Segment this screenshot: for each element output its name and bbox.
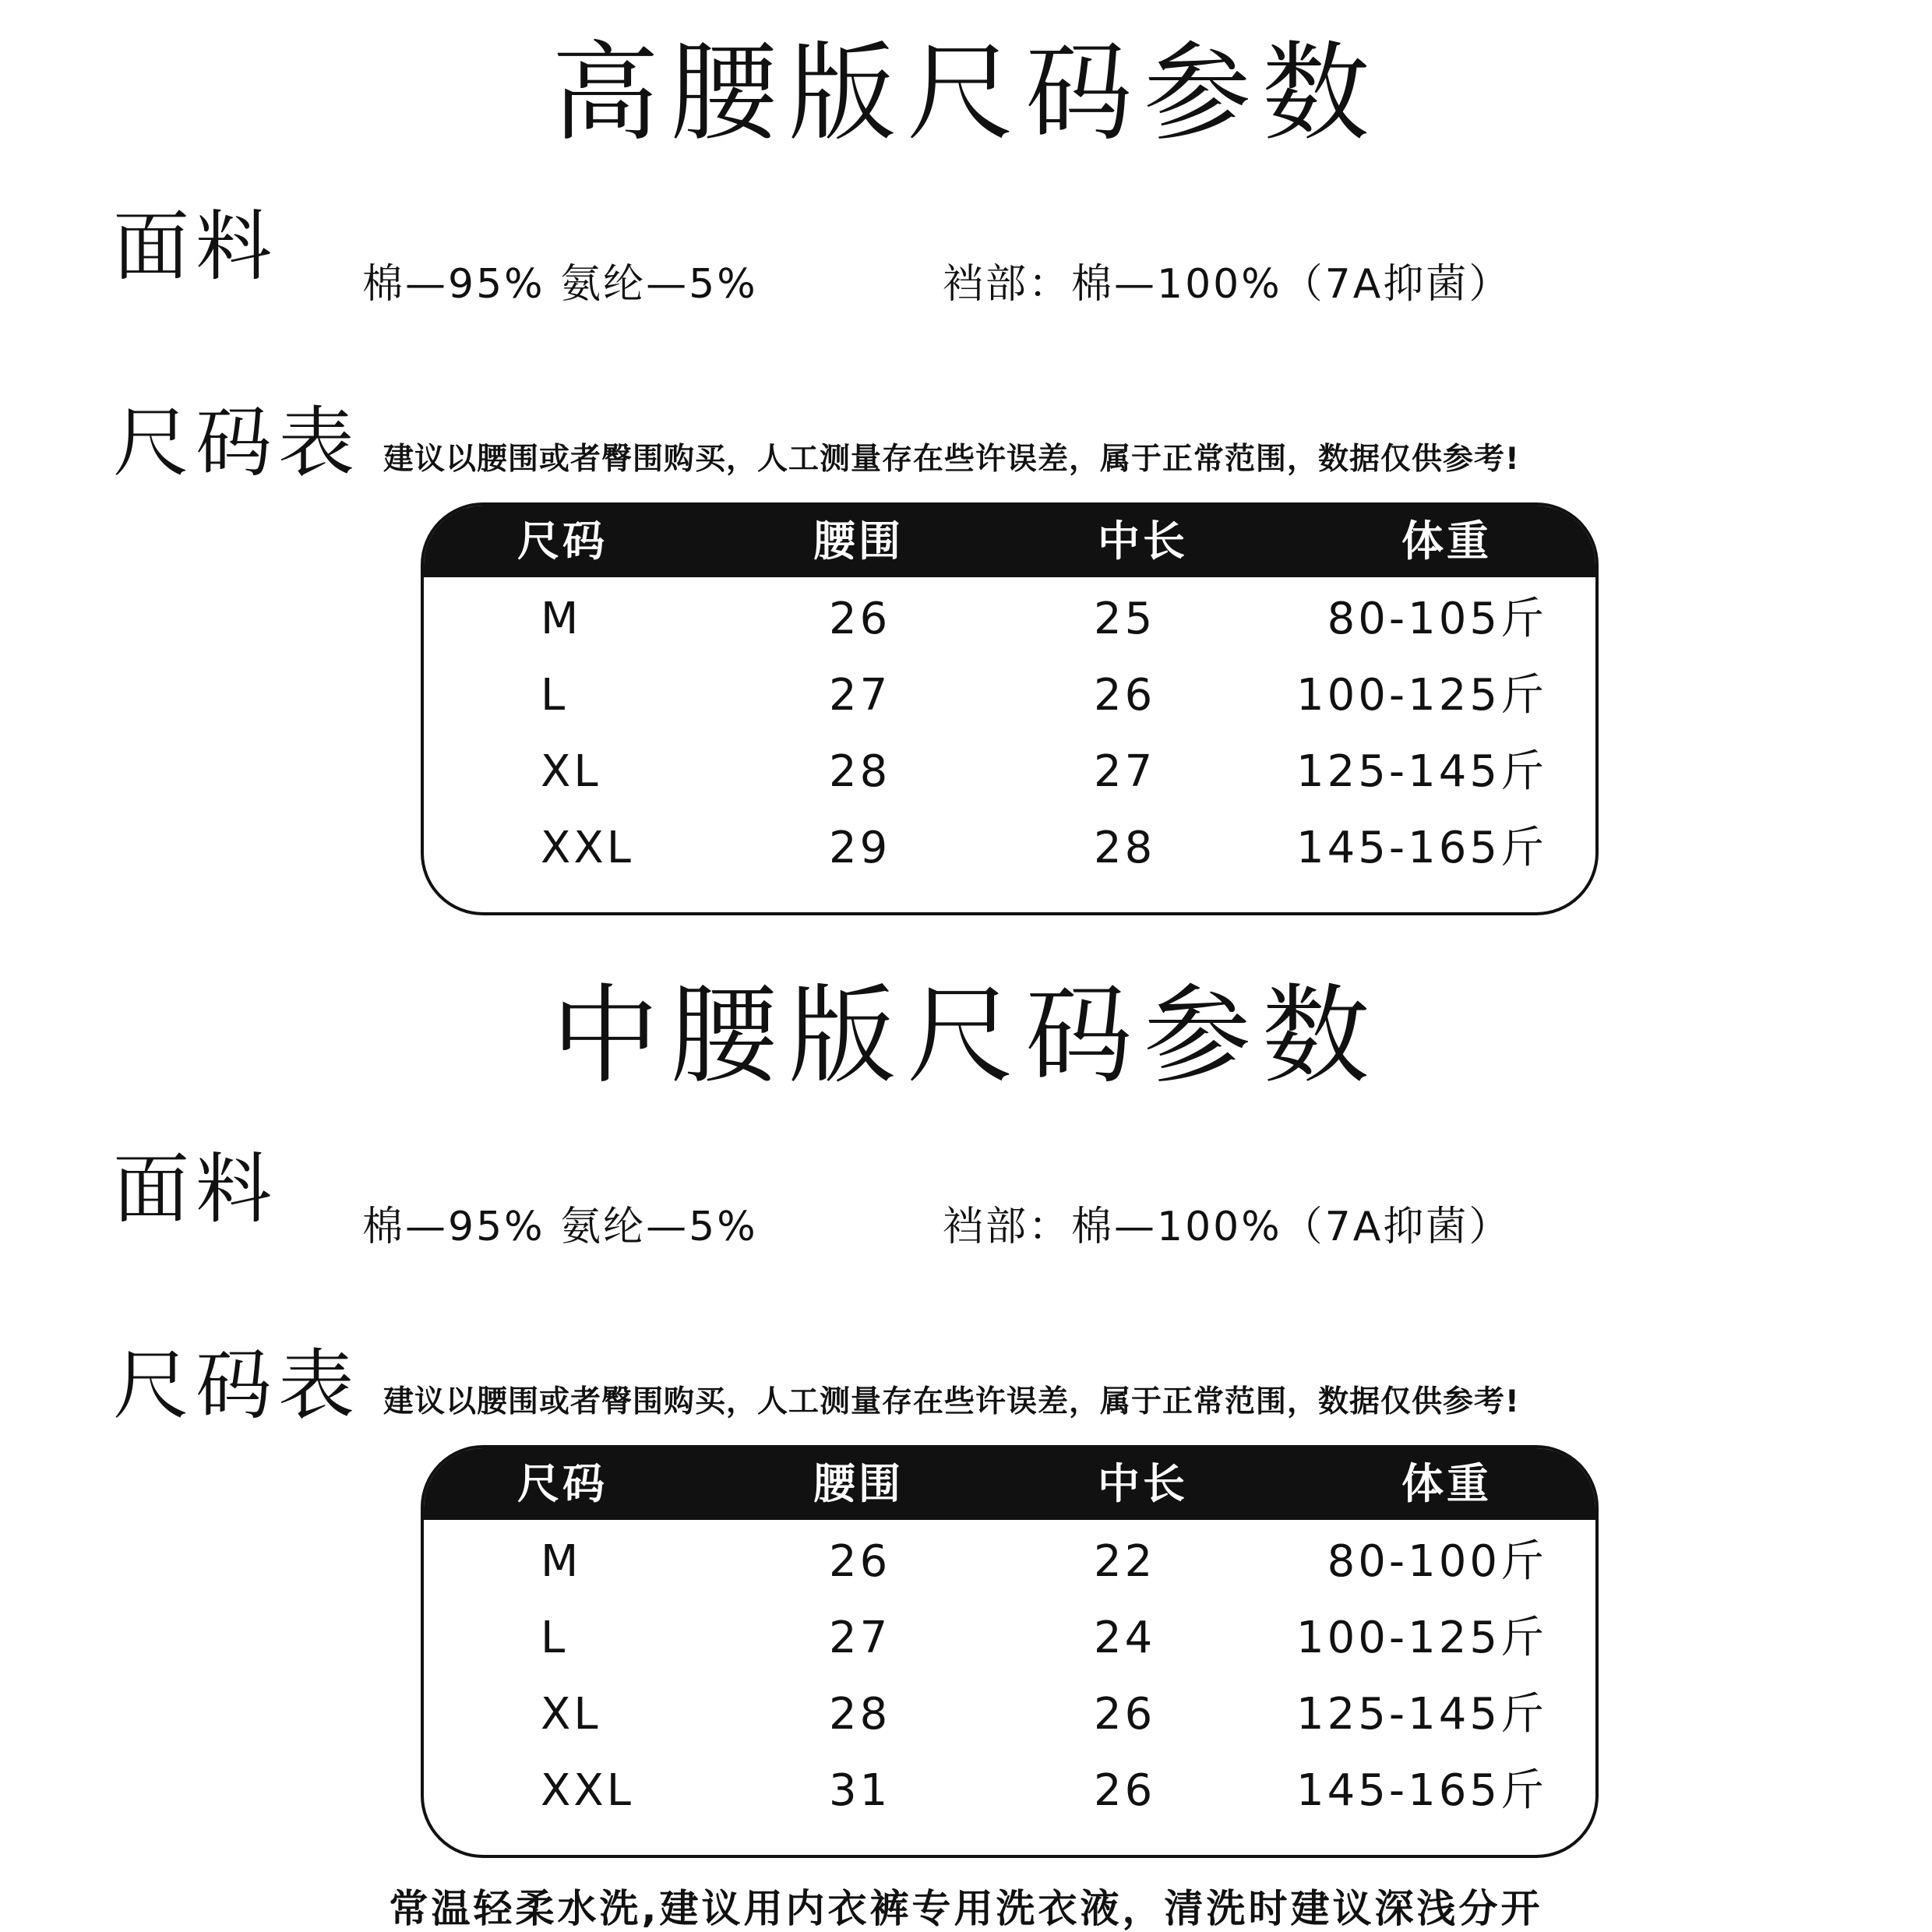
- table-body: [424, 577, 1595, 887]
- header-weight: 体重: [1401, 1459, 1492, 1508]
- fabric-label: 面料: [113, 1145, 279, 1234]
- size-table: [421, 1445, 1599, 1858]
- cell-size: XXL: [541, 823, 634, 873]
- cell-weight: 145-165斤: [1296, 823, 1547, 873]
- fabric-composition: 棉—95% 氨纶—5%: [362, 261, 758, 308]
- high-waist-section: [0, 0, 1932, 943]
- cell-length: 26: [1094, 1765, 1156, 1816]
- header-waist: 腰围: [813, 516, 904, 566]
- table-header: [424, 1448, 1595, 1520]
- fabric-label: 面料: [113, 203, 279, 291]
- table-header: [424, 506, 1595, 577]
- cell-waist: 26: [829, 594, 891, 644]
- cell-size: M: [541, 594, 582, 644]
- section-title: 高腰版尺码参数: [551, 30, 1380, 156]
- crotch-composition: 裆部：棉—100%（7A抑菌）: [943, 261, 1512, 308]
- header-length: 中长: [1098, 1459, 1188, 1508]
- table-row: [424, 1677, 1595, 1754]
- fabric-composition: 棉—95% 氨纶—5%: [362, 1204, 758, 1250]
- cell-size: XL: [541, 746, 601, 797]
- cell-waist: 27: [829, 670, 891, 721]
- header-length: 中长: [1098, 516, 1188, 566]
- size-chart-label: 尺码表: [113, 1341, 361, 1430]
- size-table: [421, 502, 1599, 915]
- cell-weight: 145-165斤: [1296, 1765, 1547, 1816]
- cell-waist: 31: [829, 1765, 891, 1816]
- cell-length: 25: [1094, 594, 1156, 644]
- cell-weight: 125-145斤: [1296, 1689, 1547, 1740]
- cell-length: 24: [1094, 1613, 1156, 1663]
- table-row: [424, 811, 1595, 887]
- measurement-note: 建议以腰围或者臀围购买，人工测量存在些许误差，属于正常范围，数据仅供参考!: [383, 1384, 1520, 1419]
- cell-weight: 100-125斤: [1296, 670, 1547, 721]
- cell-length: 26: [1094, 1689, 1156, 1740]
- cell-length: 28: [1094, 823, 1156, 873]
- section-title: 中腰版尺码参数: [551, 973, 1380, 1098]
- header-size: 尺码: [517, 1459, 608, 1508]
- table-body: [424, 1520, 1595, 1830]
- header-weight: 体重: [1401, 516, 1492, 566]
- cell-length: 26: [1094, 670, 1156, 721]
- care-instructions: 常温轻柔水洗,建议用内衣裤专用洗衣液，清洗时建议深浅分开: [389, 1886, 1543, 1931]
- measurement-note: 建议以腰围或者臀围购买，人工测量存在些许误差，属于正常范围，数据仅供参考!: [383, 442, 1520, 477]
- size-chart-label: 尺码表: [113, 399, 361, 488]
- cell-waist: 28: [829, 746, 891, 797]
- table-row: [424, 582, 1595, 658]
- mid-waist-section: [0, 943, 1932, 1885]
- cell-waist: 26: [829, 1536, 891, 1587]
- header-waist: 腰围: [813, 1459, 904, 1508]
- cell-weight: 80-100斤: [1327, 1536, 1547, 1587]
- cell-weight: 125-145斤: [1296, 746, 1547, 797]
- table-row: [424, 1601, 1595, 1677]
- cell-size: XXL: [541, 1765, 634, 1816]
- cell-size: L: [541, 670, 569, 721]
- crotch-composition: 裆部：棉—100%（7A抑菌）: [943, 1204, 1512, 1250]
- table-row: [424, 1754, 1595, 1830]
- cell-weight: 80-105斤: [1327, 594, 1547, 644]
- cell-weight: 100-125斤: [1296, 1613, 1547, 1663]
- cell-size: L: [541, 1613, 569, 1663]
- cell-size: M: [541, 1536, 582, 1587]
- table-row: [424, 1525, 1595, 1601]
- cell-waist: 27: [829, 1613, 891, 1663]
- cell-waist: 28: [829, 1689, 891, 1740]
- cell-size: XL: [541, 1689, 601, 1740]
- cell-length: 22: [1094, 1536, 1156, 1587]
- table-row: [424, 735, 1595, 811]
- cell-waist: 29: [829, 823, 891, 873]
- cell-length: 27: [1094, 746, 1156, 797]
- header-size: 尺码: [517, 516, 608, 566]
- table-row: [424, 658, 1595, 735]
